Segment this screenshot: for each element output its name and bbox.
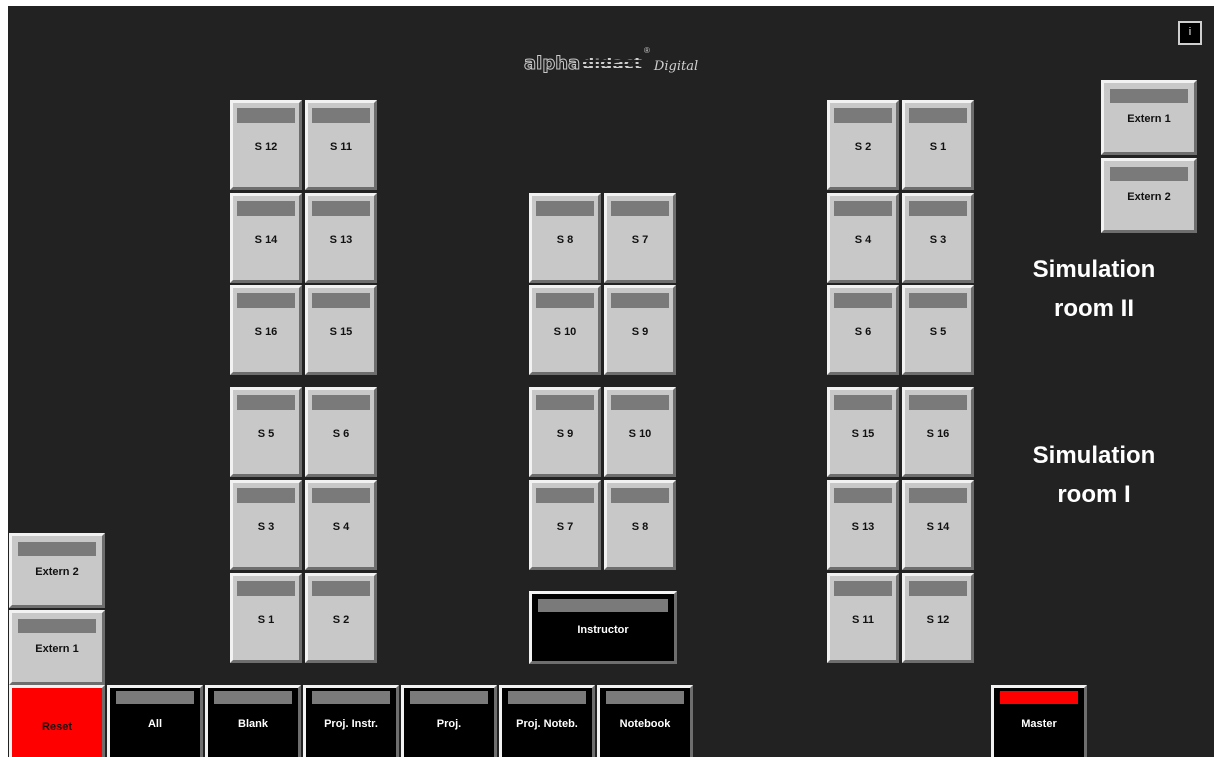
status-bar <box>611 293 669 308</box>
status-bar <box>312 691 390 704</box>
master-button[interactable] <box>991 685 1087 757</box>
room1-title-line2: room I <box>1057 481 1131 508</box>
seat-r2-s3[interactable] <box>902 193 974 283</box>
status-bar <box>1110 167 1188 181</box>
status-bar <box>312 395 370 410</box>
seat-label: S 13 <box>851 521 875 533</box>
seat-label: S 8 <box>556 234 574 246</box>
seat-r1-s3[interactable] <box>230 480 302 570</box>
seat-label: S 12 <box>254 141 278 153</box>
proj-button[interactable] <box>401 685 497 757</box>
seat-label: S 5 <box>257 428 275 440</box>
status-bar <box>538 599 668 612</box>
status-bar <box>18 619 96 633</box>
logo-registered: ® <box>644 46 650 55</box>
status-bar <box>909 488 967 503</box>
status-bar <box>834 581 892 596</box>
status-bar <box>237 293 295 308</box>
proj-label: Proj. <box>436 718 462 730</box>
seat-r1-s8[interactable] <box>604 480 676 570</box>
seat-r2-s12[interactable] <box>230 100 302 190</box>
seat-label: S 16 <box>926 428 950 440</box>
seat-label: S 10 <box>553 326 577 338</box>
seat-label: S 2 <box>854 141 872 153</box>
extern-label: Extern 1 <box>1127 113 1171 125</box>
seat-r2-s16[interactable] <box>230 285 302 375</box>
seat-r1-s7[interactable] <box>529 480 601 570</box>
proj-noteb-button[interactable] <box>499 685 595 757</box>
proj-instr-label: Proj. Instr. <box>324 718 378 730</box>
status-bar <box>909 581 967 596</box>
status-bar <box>909 201 967 216</box>
seat-r1-s15[interactable] <box>827 387 899 477</box>
status-bar <box>18 542 96 556</box>
seat-r2-s1[interactable] <box>902 100 974 190</box>
seat-label: S 15 <box>851 428 875 440</box>
room2-title-line1: Simulation <box>1032 256 1156 283</box>
logo-digital: Digital <box>653 59 699 74</box>
status-bar <box>909 395 967 410</box>
seat-r1-s13[interactable] <box>827 480 899 570</box>
room1-title <box>1009 436 1179 514</box>
seat-label: S 11 <box>329 141 353 153</box>
status-bar <box>237 488 295 503</box>
seat-label: S 2 <box>332 614 350 626</box>
control-panel <box>8 6 1214 757</box>
status-bar <box>312 581 370 596</box>
status-bar <box>237 201 295 216</box>
logo-didact: didact <box>582 54 643 74</box>
all-label: All <box>147 718 163 730</box>
status-bar <box>536 201 594 216</box>
seat-r2-s7[interactable] <box>604 193 676 283</box>
status-bar <box>312 201 370 216</box>
seat-r2-s4[interactable] <box>827 193 899 283</box>
seat-label: S 7 <box>556 521 574 533</box>
seat-r2-s8[interactable] <box>529 193 601 283</box>
seat-label: S 16 <box>254 326 278 338</box>
extern-2-room2-button[interactable] <box>1101 158 1197 233</box>
master-status-bar <box>1000 691 1078 704</box>
extern-1-room1-button[interactable] <box>9 610 105 685</box>
seat-r2-s6[interactable] <box>827 285 899 375</box>
proj-noteb-label: Proj. Noteb. <box>516 718 578 730</box>
seat-r2-s14[interactable] <box>230 193 302 283</box>
extern-label: Extern 1 <box>35 643 79 655</box>
seat-label: S 4 <box>854 234 872 246</box>
status-bar <box>214 691 292 704</box>
seat-label: S 6 <box>854 326 872 338</box>
seat-label: S 14 <box>926 521 950 533</box>
seat-r1-s5[interactable] <box>230 387 302 477</box>
seat-r1-s6[interactable] <box>305 387 377 477</box>
status-bar <box>834 488 892 503</box>
seat-label: S 15 <box>329 326 353 338</box>
reset-label: Reset <box>42 721 72 733</box>
seat-r1-s4[interactable] <box>305 480 377 570</box>
status-bar <box>312 488 370 503</box>
seat-r1-s9[interactable] <box>529 387 601 477</box>
seat-label: S 3 <box>929 234 947 246</box>
status-bar <box>834 293 892 308</box>
status-bar <box>116 691 194 704</box>
seat-label: S 9 <box>631 326 649 338</box>
extern-label: Extern 2 <box>1127 191 1171 203</box>
seat-r2-s13[interactable] <box>305 193 377 283</box>
seat-r1-s12[interactable] <box>902 573 974 663</box>
status-bar <box>508 691 586 704</box>
seat-r1-s2[interactable] <box>305 573 377 663</box>
status-bar <box>611 488 669 503</box>
status-bar <box>312 293 370 308</box>
room2-title <box>1009 250 1179 328</box>
seat-r2-s11[interactable] <box>305 100 377 190</box>
seat-r1-s16[interactable] <box>902 387 974 477</box>
seat-r2-s2[interactable] <box>827 100 899 190</box>
status-bar <box>909 293 967 308</box>
reset-button[interactable] <box>9 685 105 757</box>
seat-r2-s10[interactable] <box>529 285 601 375</box>
seat-r2-s5[interactable] <box>902 285 974 375</box>
seat-r2-s15[interactable] <box>305 285 377 375</box>
status-bar <box>834 108 892 123</box>
seat-label: S 8 <box>631 521 649 533</box>
seat-label: S 11 <box>851 614 875 626</box>
extern-label: Extern 2 <box>35 566 79 578</box>
seat-label: S 4 <box>332 521 350 533</box>
status-bar <box>312 108 370 123</box>
seat-label: S 7 <box>631 234 649 246</box>
status-bar <box>237 581 295 596</box>
status-bar <box>611 201 669 216</box>
proj-instr-button[interactable] <box>303 685 399 757</box>
seat-r1-s1[interactable] <box>230 573 302 663</box>
seat-label: S 3 <box>257 521 275 533</box>
room1-title-line1: Simulation <box>1032 442 1156 469</box>
status-bar <box>410 691 488 704</box>
status-bar <box>237 395 295 410</box>
seat-label: S 6 <box>332 428 350 440</box>
status-bar <box>606 691 684 704</box>
status-bar <box>834 395 892 410</box>
status-bar <box>536 293 594 308</box>
seat-r1-s10[interactable] <box>604 387 676 477</box>
info-button[interactable]: i <box>1178 21 1202 45</box>
seat-label: S 12 <box>926 614 950 626</box>
instructor-button[interactable] <box>529 591 677 664</box>
seat-r1-s14[interactable] <box>902 480 974 570</box>
seat-label: S 14 <box>254 234 278 246</box>
status-bar <box>536 488 594 503</box>
seat-label: S 10 <box>628 428 652 440</box>
alphadidact-logo <box>524 44 698 74</box>
notebook-button[interactable] <box>597 685 693 757</box>
blank-button[interactable] <box>205 685 301 757</box>
seat-label: S 13 <box>329 234 353 246</box>
all-button[interactable] <box>107 685 203 757</box>
status-bar <box>536 395 594 410</box>
status-bar <box>611 395 669 410</box>
status-bar <box>237 108 295 123</box>
blank-label: Blank <box>238 718 268 730</box>
status-bar <box>834 201 892 216</box>
logo-alpha: alpha <box>524 53 581 74</box>
extern-2-room1-button[interactable] <box>9 533 105 608</box>
seat-r2-s9[interactable] <box>604 285 676 375</box>
status-bar <box>1110 89 1188 103</box>
notebook-label: Notebook <box>619 718 671 730</box>
room2-title-line2: room II <box>1053 295 1134 322</box>
seat-label: S 5 <box>929 326 947 338</box>
seat-label: S 9 <box>556 428 574 440</box>
status-bar <box>909 108 967 123</box>
instructor-label: Instructor <box>577 624 629 636</box>
extern-1-room2-button[interactable] <box>1101 80 1197 155</box>
seat-label: S 1 <box>257 614 275 626</box>
seat-label: S 1 <box>929 141 947 153</box>
seat-r1-s11[interactable] <box>827 573 899 663</box>
master-label: Master <box>1021 718 1057 730</box>
